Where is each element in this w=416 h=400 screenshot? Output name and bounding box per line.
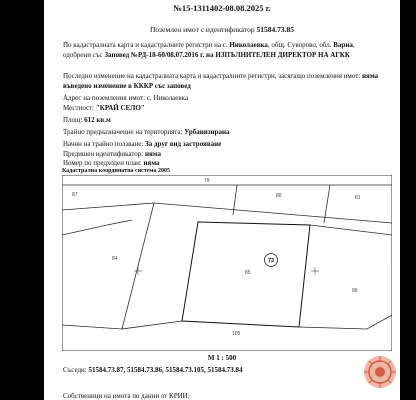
property-identifier: 51584.73.85 [256,25,294,34]
previous-id-line [63,150,161,158]
previous-id-value: няма [145,150,162,158]
locality-label: Местност: [63,104,95,112]
boundary-84-top [62,220,132,235]
document-title [44,25,400,34]
last-change-paragraph [63,72,383,91]
left-black-bar [0,0,44,400]
neighbours-line [63,366,243,374]
neighbours-value: 51584.73.87, 51584.73.86, 51584.73.105, 51584.73.84 [88,366,243,374]
label-87: 87 [72,192,78,198]
intro-province: Варна [333,41,353,49]
intro-paragraph [63,41,383,60]
usage-label: Начин на трайно ползване: [63,140,144,148]
last-change-label: Последно изменение на кадастралната карта и кадастралните регистри, засягащо поземления имот: [63,72,361,80]
territory-label: Трайно предназначение на територията: [63,128,183,136]
previous-id-label: Предишен идентификатор: [63,150,144,158]
map-frame [62,175,392,351]
owners-line: Собственици на имота по данни от КРИИ: [63,392,190,400]
usage-line [63,140,221,148]
address-value: с. Николаевка [146,94,189,102]
document-number: №15-1311402-08.08.2025 г. [173,3,271,13]
label-79: 79 [204,178,210,184]
territory-line [63,128,230,136]
label-81: 81 [355,195,361,201]
boundary-86-bottom [299,315,392,329]
map-title: Кадастрална координатна система 2005 [62,168,170,174]
locality-value: "КРАЙ СЕЛО" [95,104,145,112]
label-84: 84 [112,256,118,262]
intro-part-2: , общ. Суворово, обл. [267,41,332,49]
area-line [63,116,111,124]
boundary-84-85 [122,321,182,329]
plan-number-label: Номер по предходен план: [63,159,142,167]
cadastral-map [62,175,392,351]
map-scale: М 1 : 500 [207,354,237,362]
last-change-value: няма въведено изменение в КККР със заповед [63,72,379,90]
intro-order: Заповед №РД-18-60/08.07.2016 г. на ИЗПЪЛНИТЕЛЕН ДИРЕКТОР НА АГКК [104,50,350,59]
boundary-79-80 [233,185,237,215]
territory-value: Урбанизирана [184,128,230,136]
crosshair-markers [134,267,319,275]
label-85: 85 [245,270,251,276]
label-105: 105 [232,331,241,337]
document-sheet [44,0,400,400]
parcel-badge-label: 73 [267,258,275,264]
address-label: Адрес на поземления имот: [63,94,146,102]
address-line [63,94,188,102]
boundary-84-right [62,203,154,329]
right-black-bar [400,0,416,400]
seal-icon [362,354,398,390]
usage-value: За друг вид застрояване [145,140,222,148]
boundary-upper [62,203,392,223]
intro-part-3: , одобрени със [63,41,355,59]
label-86: 86 [352,288,358,294]
boundary-86-top [310,225,392,261]
intro-settlement: Николаевка [229,41,268,49]
intro-part-1: По кадастралната карта и кадастралните регистри на с. [63,41,228,49]
plan-number-value: няма [143,159,160,167]
area-value: 612 кв.м [84,116,111,124]
locality-line [63,104,145,112]
label-80: 80 [276,193,282,199]
neighbours-label: Съседи: [63,366,87,374]
area-label: Площ: [63,116,83,124]
plan-number-line [63,159,160,167]
title-prefix: Поземлен имот с идентификатор [150,25,255,34]
